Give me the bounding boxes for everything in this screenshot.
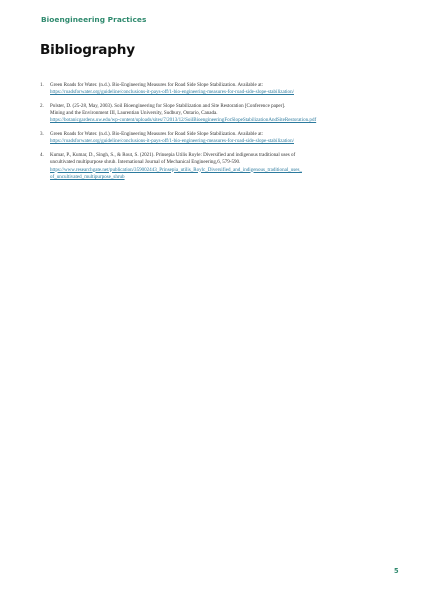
reference-link[interactable]: https://botanicgardens.uw.edu/wp-content/uploads/sites/7/2013/12/SoilBioengineeringForSlopeStabilizationAndSiteRestoration.pdf [50, 117, 317, 124]
reference-number: 3. [40, 131, 44, 138]
reference-number: 4. [40, 152, 44, 159]
reference-item [40, 131, 390, 145]
reference-list [40, 82, 390, 188]
reference-text [50, 131, 390, 145]
reference-link[interactable]: of_uncultivated_multipurpose_shrub [50, 173, 125, 180]
reference-item [40, 82, 390, 96]
reference-text [50, 82, 390, 96]
reference-text [50, 152, 390, 180]
page-number: 5 [394, 567, 399, 575]
page-title: Bibliography [40, 42, 135, 58]
reference-citation-line: Green Roads for Water. (n.d.). Bio-Engineering Measures for Road Side Slope Stabilization. Available at: [50, 131, 264, 138]
reference-citation-line: Kumar, P., Kumar, D., Singh, S., & Rout, S. (2021). Prinsepia Utilis Royle: Diversified and indigenous traditional uses of [50, 152, 296, 159]
reference-item [40, 103, 390, 124]
reference-text [50, 103, 390, 124]
reference-item [40, 152, 390, 180]
reference-link[interactable]: https://www.researchgate.net/publication/359002443_Prinsepia_utilis_Roylc_Diversified_and_indigenous_traditional_uses_ [50, 166, 302, 173]
reference-link[interactable]: https://roadsforwater.org/guideline/conclusions-it-pays-off/1-bio-engineering-measures-for-road-side-slope-stabilization/ [50, 138, 294, 145]
reference-link[interactable]: https://roadsforwater.org/guideline/conclusions-it-pays-off/1-bio-engineering-measures-for-road-side-slope-stabilization/ [50, 89, 294, 96]
reference-citation-line: Polster, D. (25-28, May, 2003). Soil Bioengineering for Slope Stabilization and Site Restoration [Conference paper]. [50, 103, 286, 110]
reference-number: 2. [40, 103, 44, 110]
reference-citation-line: uncultivated multipurpose shrub. International Journal of Mechanical Engineering,6, 579-590. [50, 159, 241, 166]
reference-number: 1. [40, 82, 44, 88]
reference-citation-line: Green Roads for Water. (n.d.). Bio-Engineering Measures for Road Side Slope Stabilization. Available at: [50, 82, 264, 88]
reference-citation-line: Mining and the Environment III, Laurentian University, Sudbury, Ontario, Canada. [50, 110, 218, 117]
running-header: Bioengineering Practices [41, 15, 147, 24]
